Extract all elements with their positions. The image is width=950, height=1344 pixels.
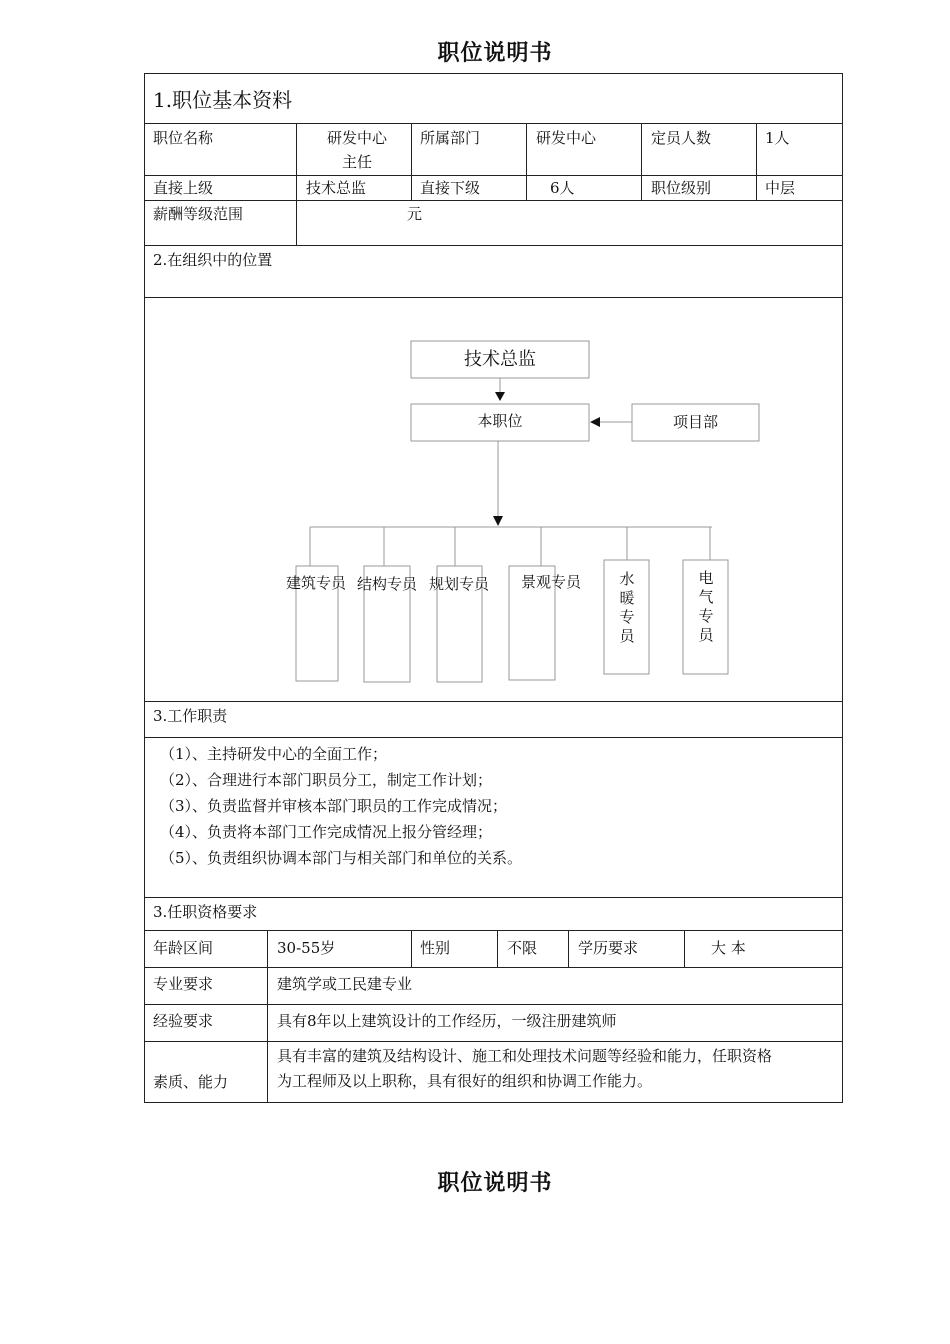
org-node-landscape-specialist: 景观专员 (521, 573, 582, 591)
label-age-range: 年龄区间 (153, 939, 214, 957)
label-gender: 性别 (420, 939, 451, 957)
org-arrow (495, 392, 505, 401)
org-node-structure-specialist: 结构专员 (357, 575, 418, 593)
page-title: 职位说明书 (437, 41, 553, 66)
org-node-project-dept: 项目部 (672, 413, 718, 431)
label-department: 所属部门 (420, 129, 481, 147)
value-salary-range: 元 (407, 205, 423, 223)
label-education: 学历要求 (578, 939, 639, 957)
value-major: 建筑学或工民建专业 (277, 975, 413, 993)
value-gender: 不限 (507, 939, 538, 957)
label-salary-range: 薪酬等级范围 (153, 205, 244, 223)
value-ability-line2: 为工程师及以上职称，具有很好的组织和协调工作能力。 (277, 1072, 653, 1090)
value-experience: 具有8年以上建筑设计的工作经历，一级注册建筑师 (277, 1012, 617, 1030)
value-age-range: 30-55岁 (277, 939, 336, 957)
duty-item: （5）、负责组织协调本部门与相关部门和单位的关系。 (160, 849, 523, 867)
org-node-this-position: 本职位 (477, 412, 523, 430)
label-direct-superior: 直接上级 (153, 179, 214, 197)
label-experience: 经验要求 (153, 1012, 214, 1030)
value-position-level: 中层 (765, 179, 796, 197)
label-major: 专业要求 (153, 975, 214, 993)
section-heading-qualifications: 3.任职资格要求 (153, 903, 258, 921)
org-node-hvac-specialist: 水暖专员 (619, 570, 635, 645)
org-arrow (493, 516, 503, 526)
value-headcount: 1人 (765, 129, 790, 147)
duty-item: （1）、主持研发中心的全面工作； (160, 745, 388, 763)
section-heading-org-position: 2.在组织中的位置 (153, 251, 273, 269)
duty-item: （2）、合理进行本部门职员分工，制定工作计划； (160, 771, 493, 789)
org-node-electrical-specialist: 电气专员 (698, 569, 714, 644)
org-arrow (590, 417, 600, 427)
label-direct-subordinate: 直接下级 (420, 179, 481, 197)
value-ability-line1: 具有丰富的建筑及结构设计、施工和处理技术问题等经验和能力，任职资格 (277, 1047, 773, 1065)
value-direct-superior: 技术总监 (306, 179, 367, 197)
label-headcount: 定员人数 (651, 129, 712, 147)
org-node-planning-specialist: 规划专员 (429, 575, 490, 593)
section-heading-basic-info: 1.职位基本资料 (153, 88, 293, 112)
value-department: 研发中心 (536, 129, 597, 147)
duty-item: （4）、负责将本部门工作完成情况上报分管经理； (160, 823, 493, 841)
org-node-technical-director: 技术总监 (464, 349, 536, 370)
duties-list (160, 741, 522, 871)
value-position-name: 研发中心主任 (326, 129, 387, 171)
label-position-level: 职位级别 (651, 179, 712, 197)
value-education: 大 本 (711, 939, 746, 957)
org-node-architecture-specialist: 建筑专员 (286, 574, 347, 592)
next-page-title: 职位说明书 (437, 1171, 553, 1196)
section-heading-duties: 3.工作职责 (153, 707, 228, 725)
label-ability: 素质、能力 (153, 1073, 229, 1091)
duty-item: （3）、负责监督并审核本部门职员的工作完成情况； (160, 797, 508, 815)
label-position-name: 职位名称 (153, 129, 214, 147)
value-direct-subordinate: 6人 (550, 179, 575, 197)
